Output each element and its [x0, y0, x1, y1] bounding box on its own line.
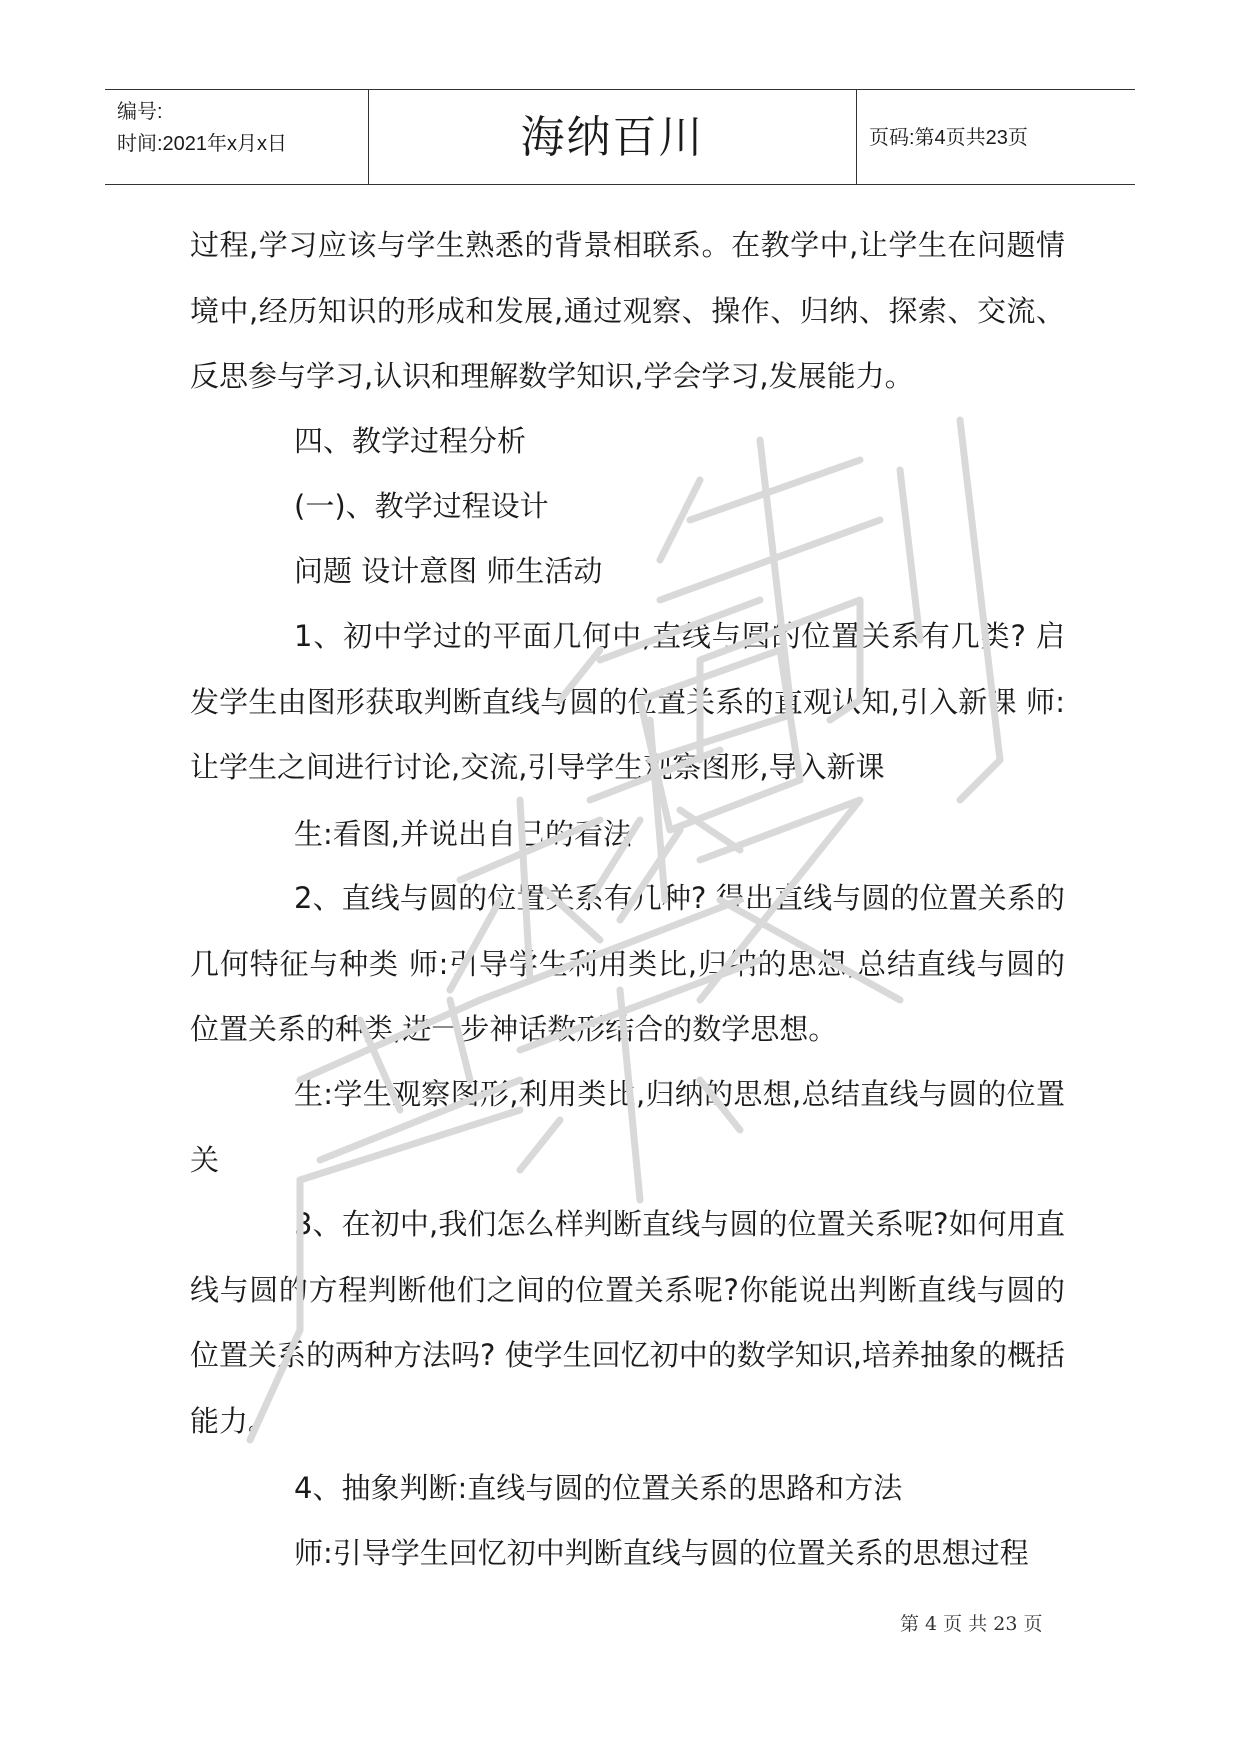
- header-title-cell: [369, 90, 857, 184]
- header-meta-cell: [105, 90, 369, 184]
- body-paragraph-8: 生:看图,并说出自己的看法: [294, 817, 632, 851]
- body-paragraph-1: 过程,学习应该与学生熟悉的背景相联系。在教学中,让学生在问题情境中,经历知识的形成和发展,通过观察、操作、归纳、探索、交流、反思参与学习,认识和理解数学知识,学会学习,发展能力。: [190, 228, 1065, 393]
- body-paragraph-11: 3、在初中,我们怎么样判断直线与圆的位置关系呢?如何用直线与圆的方程判断他们之间的位置关系呢?你能说出判断直线与圆的位置关系的两种方法吗? 使学生回忆初中的数学知识,培养抽象的概括能力。: [190, 1207, 1065, 1438]
- body-paragraph-7: 1、初中学过的平面几何中,直线与圆的位置关系有几类? 启发学生由图形获取判断直线与圆的位置关系的直观认知,引入新课 师:让学生之间进行讨论,交流,引导学生观察图形,导入新课: [190, 619, 1065, 784]
- body-paragraph-9: 2、直线与圆的位置关系有几种? 得出直线与圆的位置关系的几何特征与种类 师:引导学生利用类比,归纳的思想,总结直线与圆的位置关系的种类,进一步神话数形结合的数学思想。: [190, 881, 1065, 1046]
- header-page-cell: [857, 90, 1135, 184]
- body-paragraph-12: 4、抽象判断:直线与圆的位置关系的思路和方法: [294, 1471, 903, 1505]
- header-title: 海纳百川: [520, 112, 705, 163]
- header-number-label: 编号:: [117, 101, 163, 123]
- body-paragraph-10: 生:学生观察图形,利用类比,归纳的思想,总结直线与圆的位置关: [190, 1077, 1065, 1177]
- page-footer: 第 4 页 共 23 页: [900, 1613, 1043, 1635]
- table-column-headings: 问题 设计意图 师生活动: [294, 554, 603, 588]
- section-heading-5: (一)、教学过程设计: [294, 489, 549, 523]
- section-heading-4: 四、教学过程分析: [294, 424, 527, 458]
- body-paragraph-13: 师:引导学生回忆初中判断直线与圆的位置关系的思想过程: [294, 1536, 1029, 1570]
- document-header: [105, 89, 1135, 185]
- header-page-label: 页码:第4页共23页: [869, 127, 1028, 149]
- header-time-label: 时间:2021年x月x日: [117, 133, 288, 155]
